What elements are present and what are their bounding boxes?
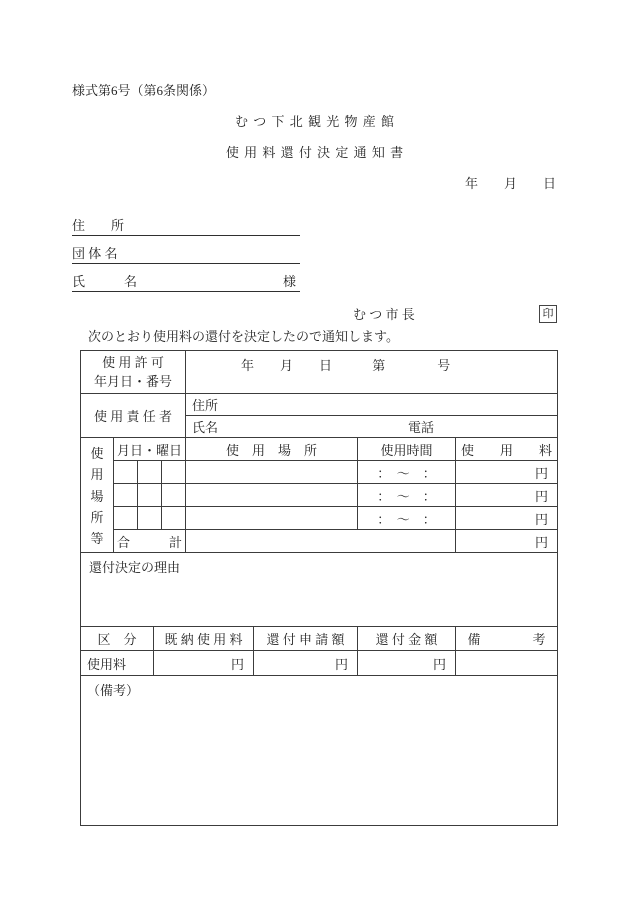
usage-fee-yen: 円 bbox=[456, 461, 558, 484]
usage-side-char: 等 bbox=[90, 531, 104, 546]
usage-weekday-cell bbox=[162, 484, 186, 507]
usage-section bbox=[80, 437, 558, 553]
recipient-group-field bbox=[72, 236, 300, 264]
facility-name: む つ 下 北 観 光 物 産 館 bbox=[234, 114, 395, 129]
usage-place-header: 使 用 場 所 bbox=[186, 438, 358, 461]
refund-paid-yen: 円 bbox=[154, 651, 254, 676]
refund-notes-header: 備 考 bbox=[456, 627, 558, 651]
usage-weekday-cell bbox=[162, 507, 186, 530]
refund-paid-header: 既 納 使 用 料 bbox=[154, 627, 254, 651]
usage-total-label: 合 計 bbox=[114, 530, 186, 553]
permit-section bbox=[80, 350, 558, 438]
reason-section bbox=[80, 552, 558, 627]
permit-number-blank: 第 号 bbox=[372, 358, 451, 373]
usage-month-cell bbox=[114, 507, 138, 530]
refund-requested-yen: 円 bbox=[254, 651, 358, 676]
refund-row-label: 使用料 bbox=[81, 651, 154, 676]
usage-time-blank: ： ～ ： bbox=[358, 461, 456, 484]
form-table bbox=[80, 350, 557, 826]
recipient-group-label: 団 体 名 bbox=[72, 246, 118, 261]
usage-month-cell bbox=[114, 461, 138, 484]
usage-side-label-cell bbox=[81, 438, 114, 553]
usage-time-blank: ： ～ ： bbox=[358, 484, 456, 507]
usage-side-char: 場 bbox=[90, 488, 104, 504]
usage-day-cell bbox=[138, 461, 162, 484]
permit-label-cell bbox=[81, 351, 186, 394]
usage-place-cell bbox=[186, 484, 358, 507]
usage-weekday-cell bbox=[162, 461, 186, 484]
usage-side-char: 使 bbox=[90, 446, 104, 461]
permit-value-cell bbox=[186, 351, 558, 394]
refund-amount-yen: 円 bbox=[358, 651, 456, 676]
recipient-address-field bbox=[72, 208, 300, 236]
issue-date-blank: 年 月 日 bbox=[464, 176, 556, 191]
refund-category-header: 区 分 bbox=[81, 627, 154, 651]
usage-total-yen: 円 bbox=[456, 530, 558, 553]
usage-day-cell bbox=[138, 507, 162, 530]
responsible-name-label: 氏名 bbox=[192, 420, 219, 435]
usage-side-char: 所 bbox=[90, 509, 104, 525]
responsible-name-cell bbox=[186, 416, 558, 438]
recipient-name-field bbox=[72, 264, 300, 292]
usage-place-cell bbox=[186, 461, 358, 484]
permit-label-line2: 年月日・番号 bbox=[93, 374, 172, 389]
usage-total-blank-cell bbox=[186, 530, 456, 553]
refund-section bbox=[80, 626, 558, 676]
reason-cell: 還付決定の理由 bbox=[81, 553, 558, 627]
usage-month-cell bbox=[114, 484, 138, 507]
usage-fee-header: 使 用 料 bbox=[456, 438, 558, 461]
remarks-section bbox=[80, 675, 558, 826]
usage-fee-yen: 円 bbox=[456, 484, 558, 507]
refund-amount-header: 還 付 金 額 bbox=[358, 627, 456, 651]
issuer-title: む つ 市 長 bbox=[353, 307, 415, 322]
responsible-address-cell: 住所 bbox=[186, 394, 558, 416]
notice-text: 次のとおり使用料の還付を決定したので通知します。 bbox=[88, 329, 399, 344]
usage-fee-yen: 円 bbox=[456, 507, 558, 530]
usage-day-cell bbox=[138, 484, 162, 507]
form-number: 様式第6号（第6条関係） bbox=[72, 83, 216, 98]
usage-place-cell bbox=[186, 507, 358, 530]
seal-placeholder-icon: 印 bbox=[539, 305, 557, 323]
issuer-row bbox=[353, 304, 557, 323]
recipient-block bbox=[72, 208, 300, 292]
permit-label-line1: 使 用 許 可 bbox=[102, 355, 164, 370]
usage-time-header: 使用時間 bbox=[358, 438, 456, 461]
honorific-label: 様 bbox=[282, 274, 296, 289]
responsible-label-cell: 使 用 責 任 者 bbox=[81, 394, 186, 438]
responsible-phone-label: 電話 bbox=[408, 420, 435, 435]
refund-notes-cell bbox=[456, 651, 558, 676]
document-title: 使 用 料 還 付 決 定 通 知 書 bbox=[225, 145, 405, 160]
usage-time-blank: ： ～ ： bbox=[358, 507, 456, 530]
permit-date-blank: 年 月 日 bbox=[241, 358, 333, 373]
recipient-name-label: 氏 名 bbox=[72, 274, 138, 289]
remarks-cell: （備考） bbox=[81, 676, 558, 826]
usage-side-char: 用 bbox=[90, 467, 104, 483]
usage-date-header: 月日・曜日 bbox=[114, 438, 186, 461]
refund-requested-header: 還 付 申 請 額 bbox=[254, 627, 358, 651]
recipient-address-label: 住 所 bbox=[72, 218, 125, 233]
